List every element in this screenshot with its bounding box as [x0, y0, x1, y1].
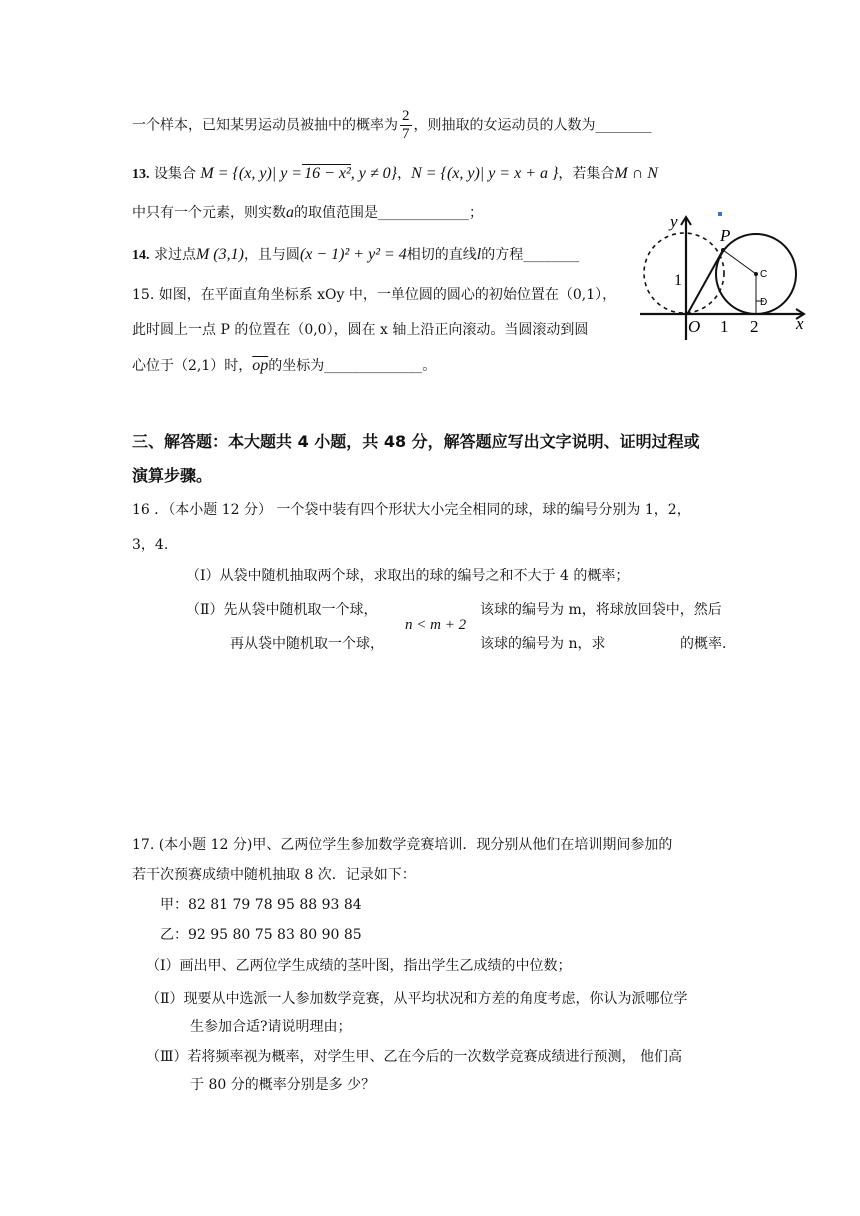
q17-head2: 若干次预赛成绩中随机抽取 8 次．记录如下： [132, 867, 416, 883]
q12-text-after: ，则抽取的女运动员的人数为 [413, 117, 596, 134]
q16-part2a: （Ⅱ）先从袋中随机取一个球， [186, 602, 378, 618]
sqrt-expression: 16 − x² [304, 165, 351, 182]
intersection: M ∩ N [614, 165, 658, 182]
q17-part3a: （Ⅲ）若将频率视为概率，对学生甲、乙在今后的一次数学竞赛成绩进行预测， 他们高 [146, 1049, 682, 1065]
q14-pre: 求过点 [153, 247, 196, 263]
set-m-tail: , y ≠ 0} [350, 165, 398, 182]
q13-line1: 13. 设集合 M = {(x, y)| y = 16 − x², y ≠ 0}，N = {(x, y)| y = x + a }，若集合M ∩ N [132, 165, 658, 182]
x-tick-1: 1 [720, 317, 729, 336]
q17-head1: 17. (本小题 12 分)甲、乙两位学生参加数学竞赛培训．现分别从他们在培训期间参加的 [132, 837, 673, 853]
q14-mid2: 相切的直线 [406, 247, 477, 263]
circle-equation: (x − 1)² + y² = 4 [299, 246, 407, 263]
q15-line2: 此时圆上一点 P 的位置在（0,0），圆在 x 轴上沿正向滚动。当圆滚动到圆 [132, 322, 589, 338]
var-l: l [476, 246, 482, 263]
o-label: O [688, 317, 701, 336]
x-label: x [796, 314, 804, 333]
q14-line [132, 244, 579, 264]
q17-part2a: （Ⅱ）现要从中选派一人参加数学竞赛，从平均状况和方差的角度考虑，你认为派哪位学 [146, 991, 688, 1007]
q12-blank: ________ [595, 117, 652, 134]
q15-line1: 15. 如图，在平面直角坐标系 xOy 中，一单位圆的圆心的初始位置在（0,1）， [132, 287, 617, 303]
section3-heading-line2: 演算步骤。 [132, 466, 213, 485]
set-m: M = {(x, y)| y = [200, 165, 303, 182]
q15-line3-post: 的坐标为 [268, 358, 325, 374]
q16-part2e: 的概率. [680, 636, 727, 652]
q12-text-before: 一个样本，已知某男运动员被抽中的概率为 [132, 117, 398, 134]
set-n: N = {(x, y)| y = x + a } [411, 165, 559, 182]
x-tick-2: 2 [750, 317, 759, 336]
q17-jia-scores: 甲：82 81 79 78 95 88 93 84 [160, 897, 362, 913]
frac-denominator: 7 [402, 126, 410, 142]
section3-heading-line1: 三、解答题：本大题共 4 小题，共 48 分，解答题应写出文字说明、证明过程或 [132, 432, 700, 451]
vector-op: $\overline{op}$ [252, 357, 269, 374]
q16-head: 16 ．（本小题 12 分） 一个袋中装有四个形状大小完全相同的球，球的编号分别为 1，2， [132, 502, 691, 518]
segment-op [688, 250, 723, 313]
marker-square [718, 212, 722, 216]
q13-end: ； [469, 205, 483, 221]
q13-post: ，若集合 [558, 166, 615, 182]
d-label: D [760, 297, 768, 308]
frac-numerator: 2 [402, 108, 410, 124]
y-label: y [670, 212, 678, 231]
q17-part2b: 生参加合适?请说明理由； [190, 1019, 352, 1035]
q12-fraction [400, 108, 412, 143]
q13-line2-post: 的取值范围是 [294, 205, 378, 221]
initial-circle [644, 233, 724, 313]
q17-yi-scores: 乙：92 95 80 75 83 80 90 85 [160, 927, 362, 943]
q13-blank: _____________ [378, 205, 469, 221]
q15-blank: ______________ [324, 358, 423, 374]
var-a: a [286, 204, 294, 221]
point-p [721, 248, 725, 252]
point-c [754, 272, 758, 276]
q16-part2b: 该球的编号为 m，将球放回袋中，然后 [480, 602, 722, 618]
q14-mid: ，且与圆 [243, 247, 300, 263]
rolling-circle-figure [636, 205, 812, 345]
q16-part1: （Ⅰ）从袋中随机抽取两个球，求取出的球的编号之和不大于 4 的概率； [186, 568, 630, 584]
q13-pre: 设集合 [153, 166, 196, 182]
q17-part3b: 于 80 分的概率分别是多 少？ [190, 1077, 376, 1093]
q17-part1: （Ⅰ）画出甲、乙两位学生成绩的茎叶图，指出学生乙成绩的中位数； [146, 958, 572, 974]
q15-end: 。 [422, 358, 437, 374]
q15-line3-pre: 心位于（2,1）时， [132, 358, 253, 374]
q14-number: 14. [132, 248, 150, 263]
q13-number: 13. [132, 167, 150, 182]
c-label: C [760, 269, 768, 280]
q12-line [132, 108, 652, 143]
q16-part2c: 再从袋中随机取一个球， [230, 636, 384, 652]
q14-post: 的方程 [481, 247, 524, 263]
p-label: P [720, 226, 731, 245]
q13-line2-pre: 中只有一个元素，则实数 [132, 205, 286, 221]
q13-line2 [132, 202, 483, 222]
q16-inequality: n < m + 2 [405, 617, 467, 633]
radius-cp [723, 250, 756, 274]
q14-blank: ________ [523, 247, 580, 263]
q15-line3 [132, 355, 436, 375]
one-label: 1 [674, 272, 682, 289]
q16-head2: 3，4. [132, 537, 169, 553]
point-m: M (3,1) [195, 246, 244, 263]
q16-part2d: 该球的编号为 n，求 [480, 636, 606, 652]
